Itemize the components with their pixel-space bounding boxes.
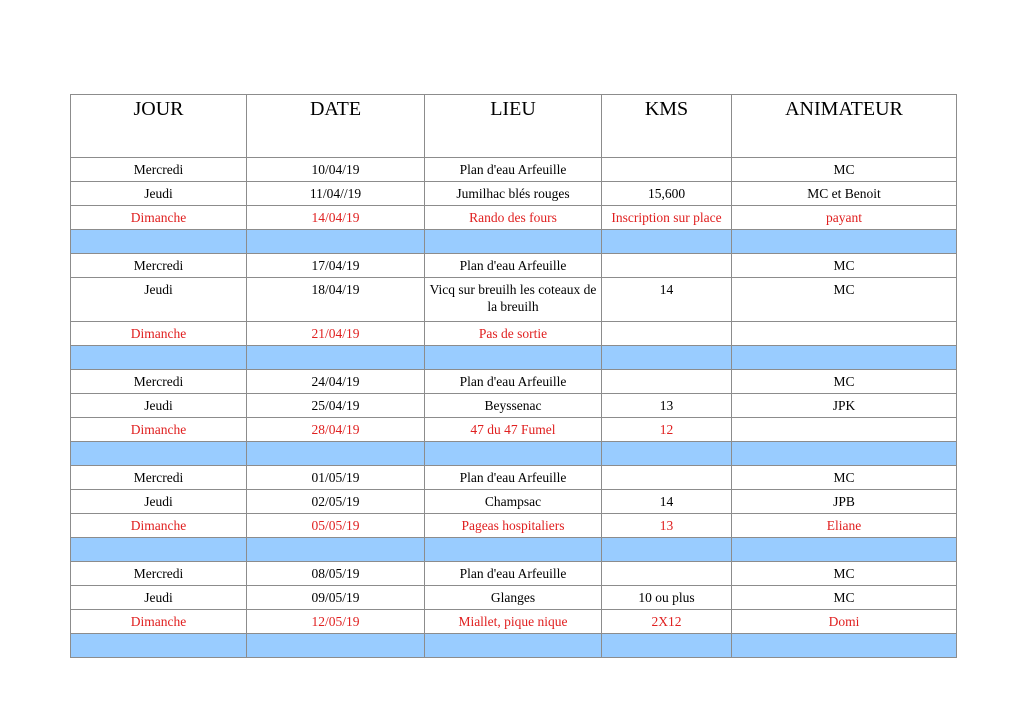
cell-animateur: Domi <box>732 610 957 634</box>
cell-jour: Jeudi <box>71 394 247 418</box>
cell-animateur <box>732 418 957 442</box>
cell-animateur: MC <box>732 562 957 586</box>
cell-date: 10/04/19 <box>247 158 425 182</box>
cell-kms <box>602 254 732 278</box>
separator-cell <box>732 538 957 562</box>
separator-cell <box>425 346 602 370</box>
table-row <box>71 610 957 634</box>
cell-date: 28/04/19 <box>247 418 425 442</box>
cell-date: 01/05/19 <box>247 466 425 490</box>
cell-kms: 15,600 <box>602 182 732 206</box>
table-row <box>71 514 957 538</box>
cell-lieu: Vicq sur breuilh les coteaux de la breuilh <box>425 278 602 322</box>
cell-kms: 12 <box>602 418 732 442</box>
separator-cell <box>602 230 732 254</box>
cell-jour: Jeudi <box>71 182 247 206</box>
table-row <box>71 158 957 182</box>
cell-jour: Mercredi <box>71 562 247 586</box>
cell-kms <box>602 158 732 182</box>
cell-animateur: payant <box>732 206 957 230</box>
cell-kms <box>602 466 732 490</box>
cell-date: 17/04/19 <box>247 254 425 278</box>
separator-cell <box>71 634 247 658</box>
separator-row <box>71 634 957 658</box>
cell-date: 21/04/19 <box>247 322 425 346</box>
cell-date: 14/04/19 <box>247 206 425 230</box>
separator-row <box>71 346 957 370</box>
separator-cell <box>247 538 425 562</box>
separator-cell <box>71 346 247 370</box>
table-row <box>71 490 957 514</box>
table-row <box>71 394 957 418</box>
cell-lieu: Plan d'eau Arfeuille <box>425 158 602 182</box>
table-row <box>71 562 957 586</box>
cell-lieu: Plan d'eau Arfeuille <box>425 562 602 586</box>
separator-cell <box>71 538 247 562</box>
cell-date: 18/04/19 <box>247 278 425 322</box>
header-lieu: LIEU <box>425 95 602 158</box>
table-row <box>71 322 957 346</box>
separator-cell <box>732 634 957 658</box>
separator-cell <box>732 230 957 254</box>
cell-kms: Inscription sur place <box>602 206 732 230</box>
separator-cell <box>425 442 602 466</box>
cell-jour: Mercredi <box>71 254 247 278</box>
separator-cell <box>247 346 425 370</box>
cell-animateur: MC <box>732 466 957 490</box>
cell-date: 05/05/19 <box>247 514 425 538</box>
header-jour: JOUR <box>71 95 247 158</box>
cell-lieu: 47 du 47 Fumel <box>425 418 602 442</box>
cell-animateur: JPK <box>732 394 957 418</box>
cell-animateur: JPB <box>732 490 957 514</box>
separator-cell <box>602 538 732 562</box>
table-row <box>71 370 957 394</box>
cell-kms: 14 <box>602 490 732 514</box>
separator-cell <box>71 442 247 466</box>
cell-date: 11/04//19 <box>247 182 425 206</box>
cell-lieu: Pas de sortie <box>425 322 602 346</box>
cell-lieu: Pageas hospitaliers <box>425 514 602 538</box>
cell-kms <box>602 322 732 346</box>
cell-date: 08/05/19 <box>247 562 425 586</box>
cell-kms <box>602 562 732 586</box>
cell-kms: 14 <box>602 278 732 322</box>
separator-cell <box>732 346 957 370</box>
cell-jour: Mercredi <box>71 370 247 394</box>
cell-lieu: Plan d'eau Arfeuille <box>425 466 602 490</box>
cell-animateur: Eliane <box>732 514 957 538</box>
cell-animateur: MC <box>732 158 957 182</box>
separator-cell <box>602 442 732 466</box>
separator-row <box>71 230 957 254</box>
separator-cell <box>247 442 425 466</box>
separator-cell <box>71 230 247 254</box>
cell-kms: 13 <box>602 394 732 418</box>
table-row <box>71 466 957 490</box>
cell-kms: 2X12 <box>602 610 732 634</box>
cell-lieu: Beyssenac <box>425 394 602 418</box>
cell-lieu: Rando des fours <box>425 206 602 230</box>
cell-date: 12/05/19 <box>247 610 425 634</box>
schedule-table <box>70 94 957 658</box>
separator-row <box>71 442 957 466</box>
cell-date: 09/05/19 <box>247 586 425 610</box>
separator-cell <box>247 230 425 254</box>
header-kms: KMS <box>602 95 732 158</box>
cell-lieu: Glanges <box>425 586 602 610</box>
cell-jour: Dimanche <box>71 610 247 634</box>
schedule-body <box>71 158 957 658</box>
cell-jour: Mercredi <box>71 158 247 182</box>
separator-cell <box>425 230 602 254</box>
cell-jour: Dimanche <box>71 322 247 346</box>
cell-date: 02/05/19 <box>247 490 425 514</box>
separator-cell <box>732 442 957 466</box>
cell-date: 25/04/19 <box>247 394 425 418</box>
header-date: DATE <box>247 95 425 158</box>
separator-cell <box>247 634 425 658</box>
table-row <box>71 278 957 322</box>
table-row <box>71 254 957 278</box>
separator-cell <box>425 538 602 562</box>
cell-kms <box>602 370 732 394</box>
table-row <box>71 182 957 206</box>
header-animateur: ANIMATEUR <box>732 95 957 158</box>
cell-animateur: MC <box>732 370 957 394</box>
table-row <box>71 418 957 442</box>
cell-lieu: Jumilhac blés rouges <box>425 182 602 206</box>
cell-animateur: MC <box>732 278 957 322</box>
cell-lieu: Plan d'eau Arfeuille <box>425 254 602 278</box>
separator-row <box>71 538 957 562</box>
cell-jour: Dimanche <box>71 206 247 230</box>
separator-cell <box>602 346 732 370</box>
cell-jour: Jeudi <box>71 586 247 610</box>
separator-cell <box>602 634 732 658</box>
separator-cell <box>425 634 602 658</box>
cell-kms: 13 <box>602 514 732 538</box>
cell-date: 24/04/19 <box>247 370 425 394</box>
header-row <box>71 95 957 158</box>
cell-lieu: Plan d'eau Arfeuille <box>425 370 602 394</box>
cell-jour: Jeudi <box>71 278 247 322</box>
cell-jour: Mercredi <box>71 466 247 490</box>
cell-lieu: Champsac <box>425 490 602 514</box>
cell-jour: Dimanche <box>71 514 247 538</box>
cell-jour: Jeudi <box>71 490 247 514</box>
cell-kms: 10 ou plus <box>602 586 732 610</box>
cell-animateur: MC <box>732 254 957 278</box>
cell-lieu: Miallet, pique nique <box>425 610 602 634</box>
table-row <box>71 206 957 230</box>
cell-animateur <box>732 322 957 346</box>
cell-animateur: MC et Benoit <box>732 182 957 206</box>
table-row <box>71 586 957 610</box>
cell-animateur: MC <box>732 586 957 610</box>
cell-jour: Dimanche <box>71 418 247 442</box>
